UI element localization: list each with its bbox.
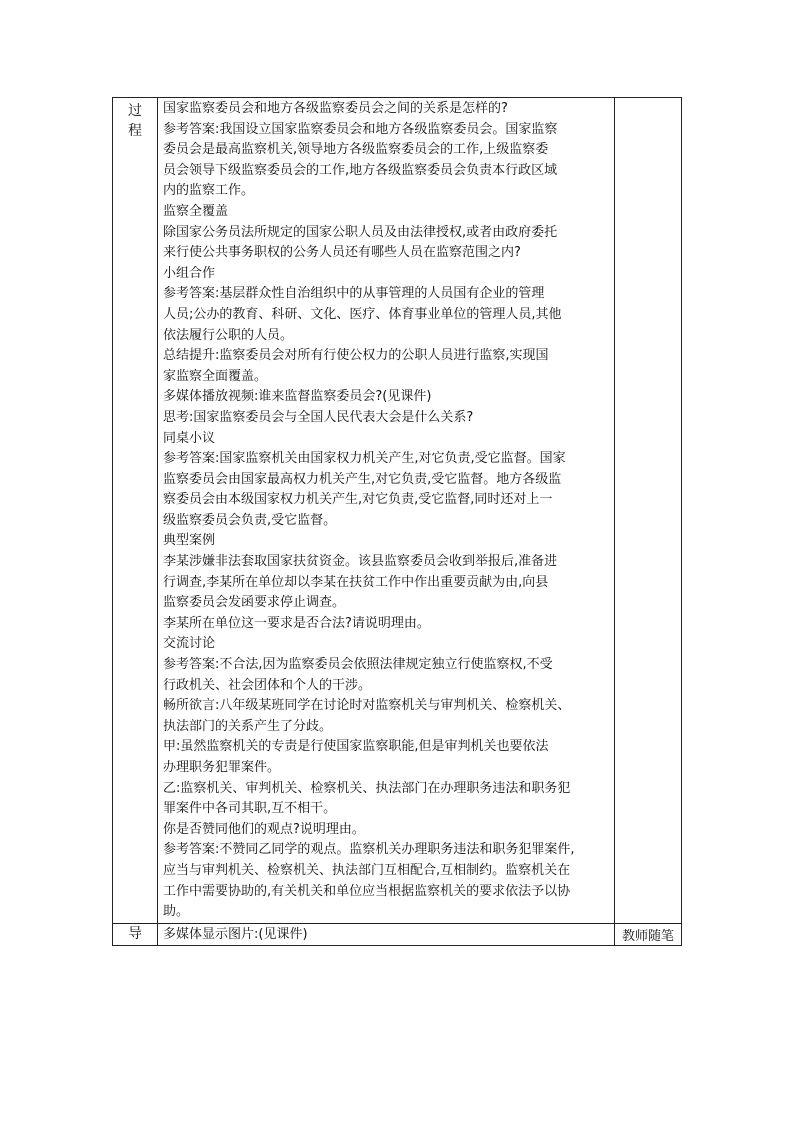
text-line: 思考:国家监察委员会与全国人民代表大会是什么关系?	[163, 409, 474, 425]
text-line: 参考答案:不合法,因为监察委员会依照法律规定独立行使监察权,不受	[163, 657, 553, 673]
text-line: 察委员会由本级国家权力机关产生,对它负责,受它监督,同时还对上一	[163, 492, 553, 508]
content-cell	[158, 923, 615, 945]
text-line: 行调查,李某所在单位却以李某在扶贫工作中作出重要贡献为由,向县	[163, 574, 549, 590]
text-line: 人员;公办的教育、科研、文化、医疗、体育事业单位的管理人员,其他	[163, 306, 562, 322]
row-label-cell	[113, 923, 158, 945]
text-line: 参考答案:我国设立国家监察委员会和地方各级监察委员会。国家监察	[163, 121, 558, 137]
text-line: 总结提升:监察委员会对所有行使公权力的公职人员进行监察,实现国	[163, 348, 549, 364]
section-heading: 监察全覆盖	[163, 203, 229, 219]
text-line: 你是否赞同他们的观点?说明理由。	[163, 821, 365, 837]
text-line: 员会领导下级监察委员会的工作,地方各级监察委员会负责本行政区域	[163, 162, 558, 178]
text-line: 执法部门的关系产生了分歧。	[163, 718, 333, 734]
text-line: 参考答案:国家监察机关由国家权力机关产生,对它负责,受它监督。国家	[163, 451, 566, 467]
section-heading: 小组合作	[163, 265, 216, 281]
text-line: 乙:监察机关、审判机关、检察机关、执法部门在办理职务违法和职务犯	[163, 780, 571, 796]
text-line: 来行使公共事务职权的公务人员还有哪些人员在监察范围之内?	[163, 245, 521, 261]
text-line: 畅所欲言:八年级某班同学在讨论时对监察机关与审判机关、检察机关、	[163, 698, 571, 714]
text-line: 李某所在单位这一要求是否合法?请说明理由。	[163, 615, 430, 631]
text-line: 参考答案:基层群众性自治组织中的从事管理的人员国有企业的管理	[163, 286, 545, 302]
text-line: 罪案件中各司其职,互不相干。	[163, 801, 337, 817]
content-cell	[158, 98, 615, 924]
section-heading: 交流讨论	[163, 636, 216, 652]
text-line: 监察委员会由国家最高权力机关产生,对它负责,受它监督。地方各级监	[163, 471, 562, 487]
text-line: 依法履行公职的人员。	[163, 327, 294, 343]
text-line: 国家监察委员会和地方各级监察委员会之间的关系是怎样的?	[163, 101, 508, 116]
text-line: 行政机关、社会团体和个人的干涉。	[163, 677, 372, 693]
text-line: 李某涉嫌非法套取国家扶贫资金。该县监察委员会收到举报后,准备进	[163, 554, 558, 570]
table-row	[113, 98, 682, 924]
notes-cell	[615, 98, 682, 924]
text-line: 参考答案:不赞同乙同学的观点。监察机关办理职务违法和职务犯罪案件,	[163, 842, 575, 858]
row-label-char: 过	[128, 103, 142, 119]
row-label-cell	[113, 98, 158, 924]
text-line: 助。	[163, 904, 190, 920]
text-line: 委员会是最高监察机关,领导地方各级监察委员会的工作,上级监察委	[163, 142, 549, 158]
text-line: 级监察委员会负责,受它监督。	[163, 512, 337, 528]
text-line: 内的监察工作。	[163, 183, 255, 199]
text-line: 甲:虽然监察机关的专责是行使国家监察职能,但是审判机关也要依法	[163, 739, 549, 755]
text-line: 监察委员会发函要求停止调查。	[163, 595, 346, 611]
lesson-plan-table	[112, 97, 682, 946]
row-label-char: 程	[128, 123, 142, 139]
text-line: 多媒体显示图片:(见课件)	[163, 927, 308, 943]
table-row	[113, 923, 682, 945]
text-line: 家监察全面覆盖。	[163, 368, 268, 384]
row-label-char: 导	[128, 926, 142, 943]
text-line: 工作中需要协助的,有关机关和单位应当根据监察机关的要求依法予以协	[163, 883, 571, 899]
teacher-notes-label: 教师随笔	[615, 923, 682, 945]
section-heading: 同桌小议	[163, 430, 216, 446]
text-line: 多媒体播放视频:谁来监督监察委员会?(见课件)	[163, 389, 432, 405]
text-line: 办理职务犯罪案件。	[163, 760, 281, 775]
text-line: 除国家公务员法所规定的国家公职人员及由法律授权,或者由政府委托	[163, 224, 558, 240]
section-heading: 典型案例	[163, 533, 216, 549]
text-line: 应当与审判机关、检察机关、执法部门互相配合,互相制约。监察机关在	[163, 862, 571, 878]
